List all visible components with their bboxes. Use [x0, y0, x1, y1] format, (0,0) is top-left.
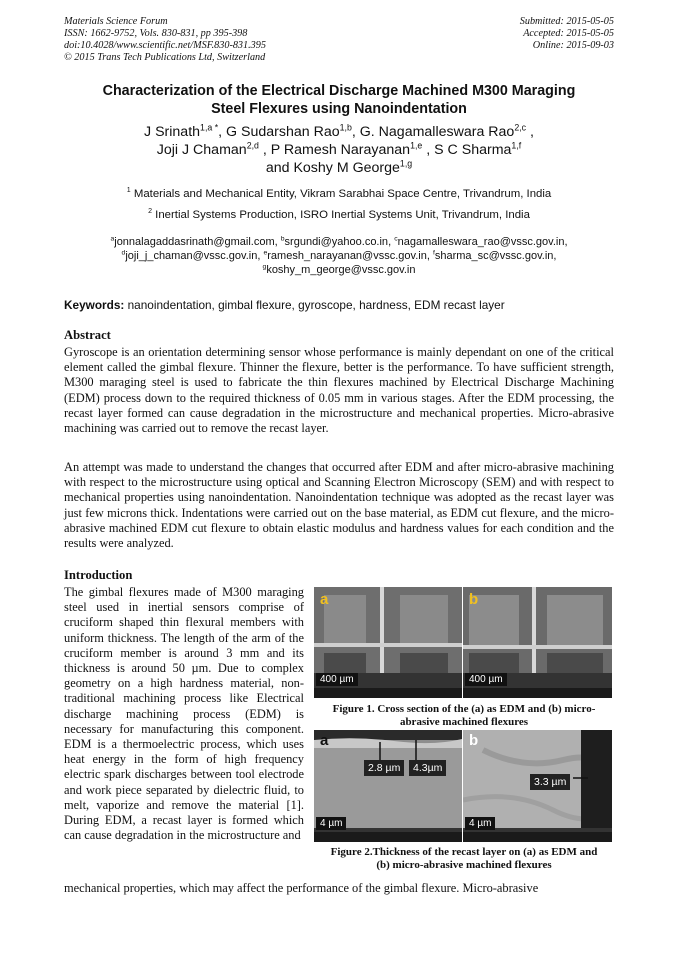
figure2-panel-b [463, 730, 612, 842]
measurement-label: 2.8 µm [364, 760, 404, 776]
author-line-1: J Srinath$^{1,a *}$, G Sudarshan Rao$^{1,b}$, G. Nagamalleswara Rao$^{2,c}$ , [144, 122, 534, 140]
paper-title [40, 82, 638, 118]
email-link[interactable]: srgundi@yahoo.co.in [284, 236, 389, 248]
email-link[interactable]: joji_j_chaman@vssc.gov.in [125, 250, 258, 262]
figure1-caption: Figure 1. Cross section of the (a) as EDM and (b) micro- abrasive machined flexures [332, 703, 596, 728]
abstract-paragraph-2: An attempt was made to understand the changes that occurred after EDM and after micro-abrasive machining with respect to the microstructure using optical and Scanning Electron Microscopy (SEM) and with respect to mechanical properties using nanoindentation. Nanoindentation technique was adopted as the recast layer was just few microns thick. Indentations were carried out on the base material, as EDM cut flexure, and the micro-abrasive machined EDM cut flexure to obtain elastic modulus and hardness values for each condition and the results were analyzed. [64, 460, 614, 551]
author-name: P Ramesh Narayanan [270, 142, 411, 158]
email-link[interactable]: jonnalagaddasrinath@gmail.com [114, 236, 275, 248]
author-name: Koshy M George [293, 160, 400, 176]
introduction-heading: Introduction [64, 568, 133, 582]
scale-bar: 4 µm [316, 817, 346, 830]
introduction-column-text: The gimbal flexures made of M300 maraging steel used in inertial sensors comprise of cruciform shaped thin flexural members with uniform thickness. The length of the arm of the cruciform member is around 3 mm and its thickness is around 50 µm. Due to complex geometry on a high hardness material, non-traditional machining process like Electrical discharge machining process (EDM) is necessary for manufacturing this component. EDM is a thermoelectric process, which uses heat energy in the form of high frequency electric spark discharges between tool electrode and work piece separated by dielectric fluid, to melt, vaporize and remove the material [1]. During EDM, a recast layer is formed which can cause degradation in the microstructure and [64, 585, 304, 843]
author-sup: 1,g [399, 158, 413, 169]
author-name: Joji J Chaman [156, 142, 247, 158]
email-link[interactable]: koshy_m_george@vssc.gov.in [266, 264, 416, 276]
title-line-1: Characterization of the Electrical Discharge Machined M300 Maraging [102, 83, 576, 99]
sem-info-bar [314, 832, 462, 842]
author-name: J Srinath [144, 124, 201, 140]
author-line-3: and Koshy M George$^{1,g}$ [265, 158, 413, 176]
email-link[interactable]: nagamalleswara_rao@vssc.gov.in [397, 236, 565, 248]
keywords [64, 298, 505, 312]
running-header-left [64, 16, 266, 64]
title-line-2: Steel Flexures using Nanoindentation [211, 101, 467, 117]
introduction-continued-line: mechanical properties, which may affect the performance of the gimbal flexure. Micro-abrasive [64, 881, 539, 895]
figure1-label-a: a [320, 591, 329, 608]
scale-bar: 4 µm [465, 817, 495, 830]
author-name: G Sudarshan Rao [226, 124, 340, 140]
figure1-panel-b [463, 587, 612, 698]
copyright: © 2015 Trans Tech Publications Ltd, Switzerland [64, 52, 266, 63]
author-sup: 1,b [339, 122, 352, 133]
author-sup: 2,d [246, 140, 259, 151]
author-name: S C Sharma [434, 142, 512, 158]
figure2-caption: Figure 2.Thickness of the recast layer on (a) as EDM and (b) micro-abrasive machined flexures [330, 846, 598, 871]
issn: ISSN: 1662-9752, Vols. 830-831, pp 395-398 [64, 28, 248, 39]
journal-name: Materials Science Forum [64, 16, 168, 27]
sem-info-bar [463, 688, 612, 698]
abstract-heading: Abstract [64, 328, 111, 342]
running-header-right [520, 16, 614, 52]
author-list [40, 123, 638, 177]
author-sup: 1,f [511, 140, 522, 151]
submitted-date: Submitted: 2015-05-05 [519, 16, 614, 27]
author-sup: 2,c [514, 122, 527, 133]
keywords-text: nanoindentation, gimbal flexure, gyroscope, hardness, EDM recast layer [127, 298, 505, 312]
email-link[interactable]: sharma_sc@vssc.gov.in [434, 250, 554, 262]
measurement-label: 4.3µm [409, 760, 446, 776]
author-sup: 1,e [410, 140, 423, 151]
affiliation-1: $^1$ Materials and Mechanical Entity, Vikram Sarabhai Space Centre, Trivandrum, India [126, 187, 552, 200]
doi: doi:10.4028/www.scientific.net/MSF.830-831.395 [64, 40, 266, 51]
sem-info-bar [463, 832, 612, 842]
email-list: $^a$jonnalagaddasrinath@gmail.com, $^b$srgundi@yahoo.co.in, $^c$nagamalleswara_rao@vssc.gov.in, $^d$joji_j_chaman@vssc.gov.in, $^e$ramesh_narayanan@vssc.gov.in, $^f$sharma_sc@vssc.gov.in, $^g$koshy_m_george@vssc.gov.in [110, 235, 568, 276]
online-date: Online: 2015-09-03 [532, 40, 614, 51]
figure2-label-b: b [469, 732, 479, 749]
author-line-2: Joji J Chaman$^{2,d}$ , P Ramesh Narayanan$^{1,e}$ , S C Sharma$^{1,f}$ [156, 140, 522, 158]
keywords-label: Keywords: [64, 298, 125, 312]
abstract-paragraph-1: Gyroscope is an orientation determining sensor whose performance is mainly dependant on one of the critical element called the gimbal flexure. Thinner the flexure, better is the performance. To have sufficient strength, M300 maraging steel is used to fabricate the thin flexures machined by Electrical Discharge Machining (EDM) process down to the required thickness of 0.05 mm in various stages. After the EDM processing, the recast layer formed can cause degradation in the microstructure and mechanical properties. Micro-abrasive machining was carried out to remove the recast layer. [64, 345, 614, 436]
email-link[interactable]: ramesh_narayanan@vssc.gov.in [267, 250, 427, 262]
author-name: G. Nagamalleswara Rao [359, 124, 515, 140]
scale-bar: 400 µm [465, 673, 507, 686]
author-sup: 1,a * [200, 122, 219, 133]
scale-bar: 400 µm [316, 673, 358, 686]
sem-info-bar [314, 688, 462, 698]
figure2-panel-a [314, 730, 462, 842]
figure2-label-a: a [320, 732, 329, 749]
figure1-label-b: b [469, 591, 479, 608]
accepted-date: Accepted: 2015-05-05 [523, 28, 614, 39]
figure1-panel-a [314, 587, 462, 698]
affiliation-2: $^2$ Inertial Systems Production, ISRO Inertial Systems Unit, Trivandrum, India [148, 208, 530, 221]
measurement-label: 3.3 µm [530, 774, 570, 790]
